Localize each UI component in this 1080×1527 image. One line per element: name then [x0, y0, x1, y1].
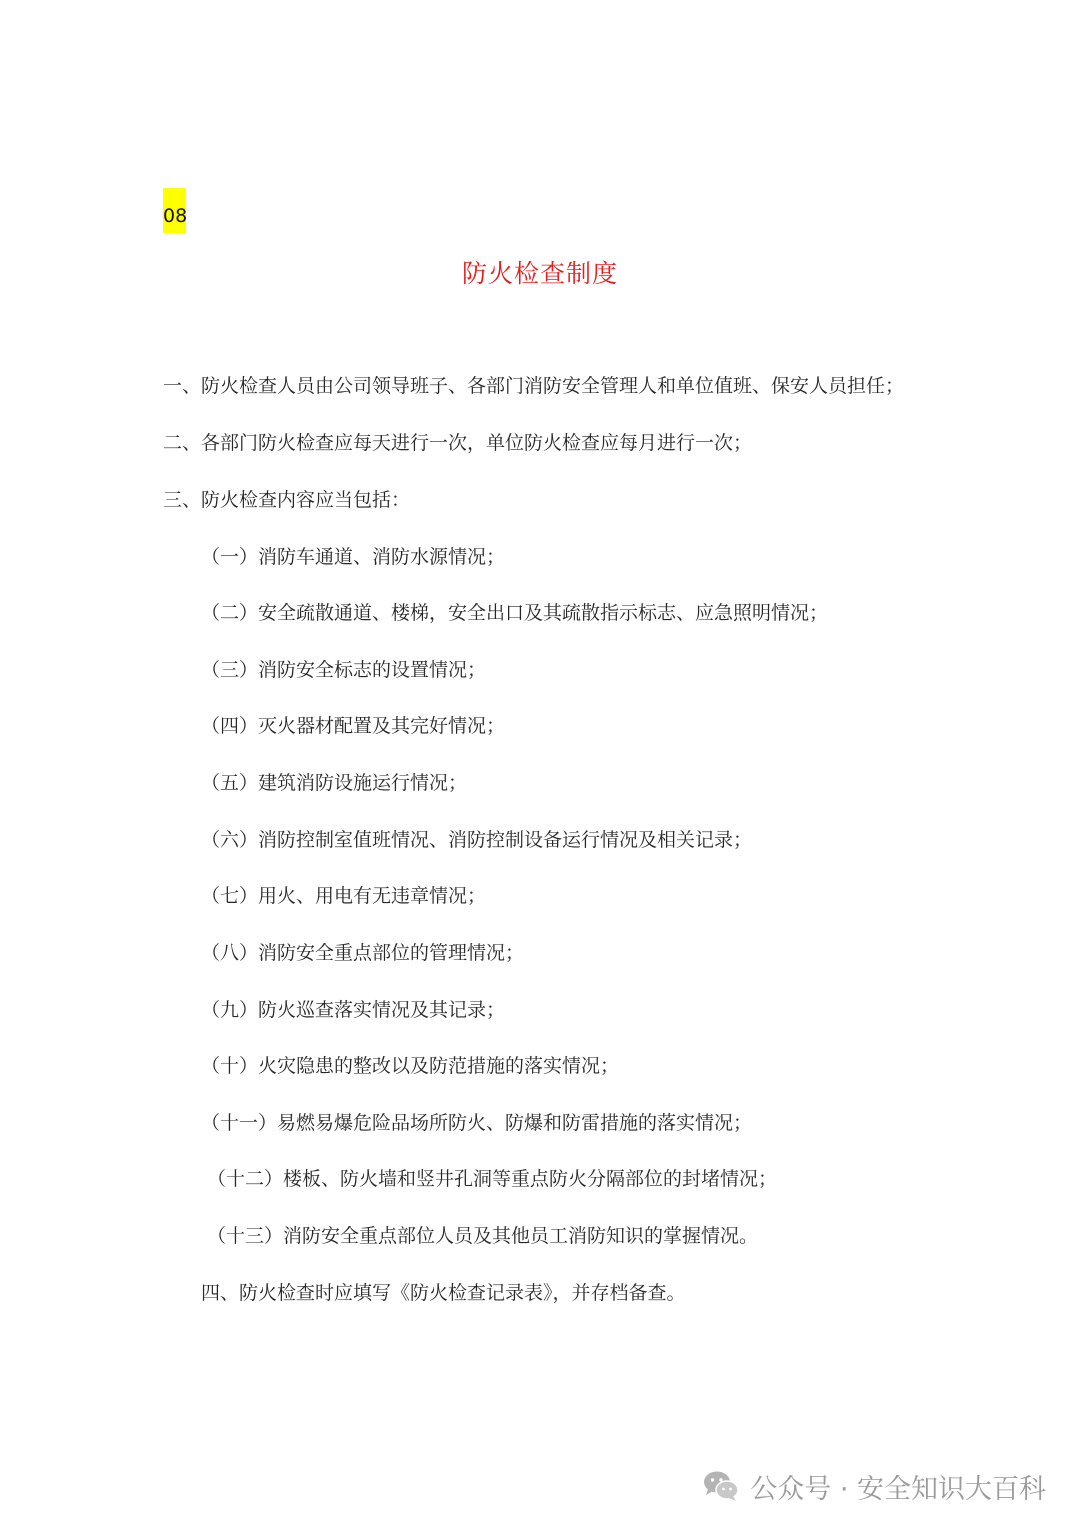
sub-item-13: （十三）消防安全重点部位人员及其他员工消防知识的掌握情况。	[207, 1225, 759, 1247]
clause-1: 一、防火检查人员由公司领导班子、各部门消防安全管理人和单位值班、保安人员担任；	[163, 375, 905, 397]
clause-4: 四、防火检查时应填写《防火检查记录表》，并存档备查。	[201, 1282, 686, 1304]
sub-item-10: （十）火灾隐患的整改以及防范措施的落实情况；	[201, 1055, 620, 1077]
sub-item-5: （五）建筑消防设施运行情况；	[201, 772, 468, 794]
watermark-text: 公众号 · 安全知识大百科	[750, 1473, 1046, 1505]
sub-item-9: （九）防火巡查落实情况及其记录；	[201, 999, 506, 1021]
sub-item-11: （十一）易燃易爆危险品场所防火、防爆和防雷措施的落实情况；	[201, 1112, 753, 1134]
document-title: 防火检查制度	[461, 259, 618, 288]
sub-item-7: （七）用火、用电有无违章情况；	[201, 885, 487, 907]
sub-item-4: （四）灭火器材配置及其完好情况；	[201, 715, 506, 737]
sub-item-1: （一）消防车通道、消防水源情况；	[201, 546, 506, 568]
wechat-icon	[702, 1469, 740, 1503]
watermark	[702, 1466, 1046, 1506]
sub-item-12: （十二）楼板、防火墙和竖井孔洞等重点防火分隔部位的封堵情况；	[207, 1168, 778, 1190]
clause-2: 二、各部门防火检查应每天进行一次，单位防火检查应每月进行一次；	[163, 432, 753, 454]
sub-item-6: （六）消防控制室值班情况、消防控制设备运行情况及相关记录；	[201, 829, 753, 851]
sub-item-3: （三）消防安全标志的设置情况；	[201, 659, 487, 681]
sub-item-8: （八）消防安全重点部位的管理情况；	[201, 942, 525, 964]
clause-3: 三、防火检查内容应当包括：	[163, 489, 411, 511]
sub-item-2: （二）安全疏散通道、楼梯，安全出口及其疏散指示标志、应急照明情况；	[201, 602, 829, 624]
doc-number: 08	[163, 188, 186, 233]
